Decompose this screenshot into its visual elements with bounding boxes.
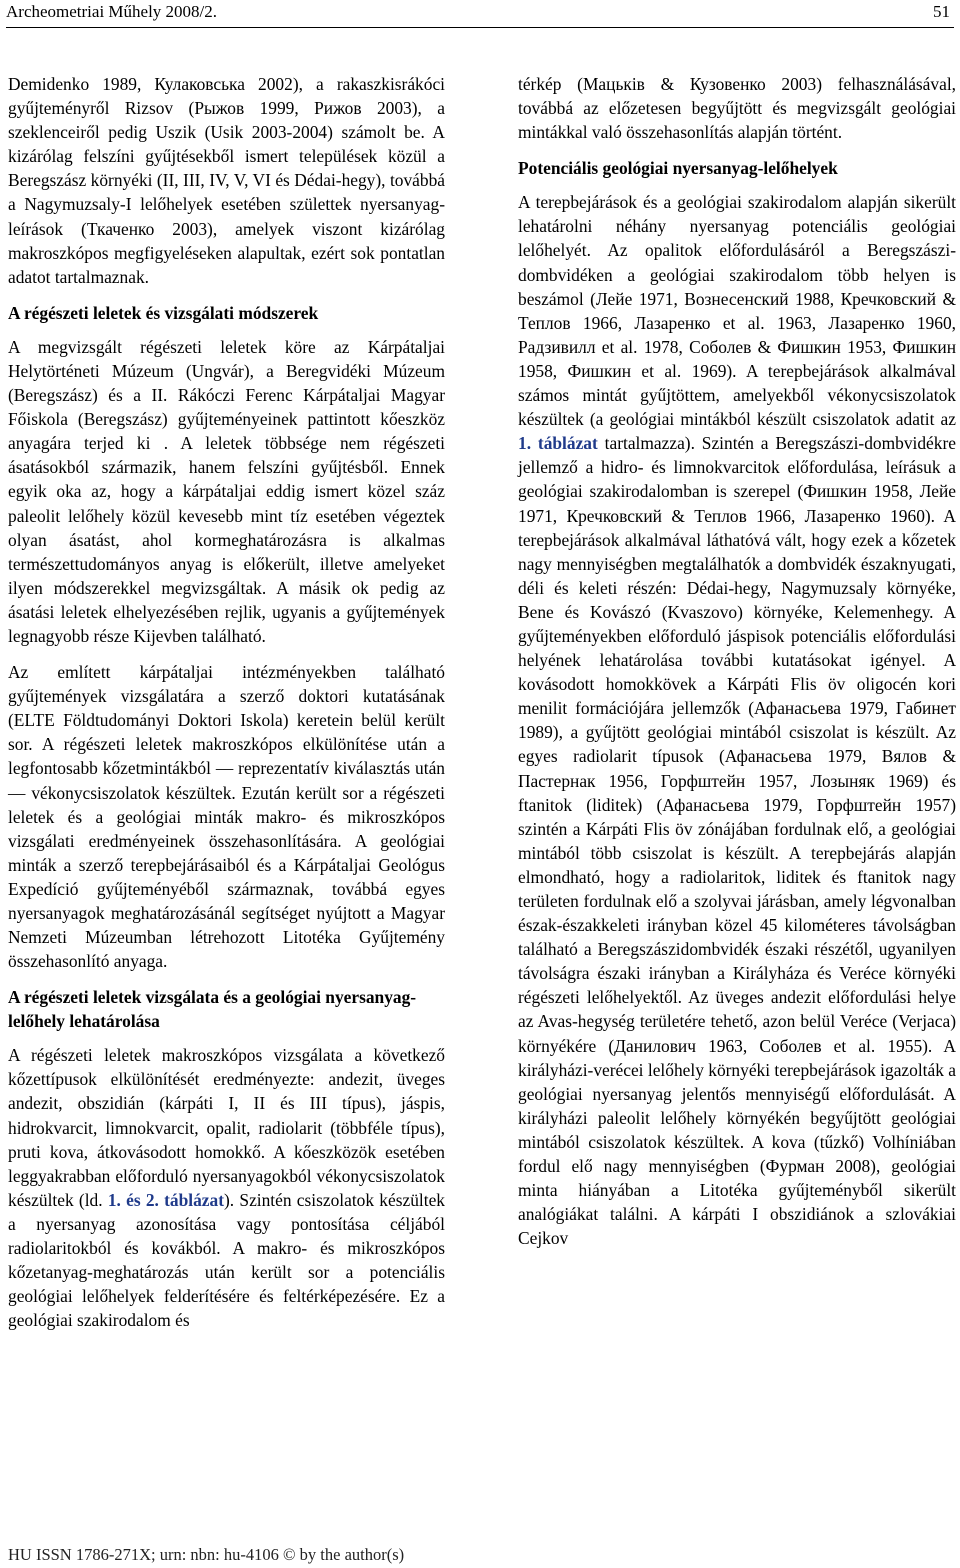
page-footer: HU ISSN 1786-271X; urn: nbn: hu-4106 © by the author(s) [8,1545,405,1564]
paragraph: Demidenko 1989, Кулаковська 2002), a rakaszkisrákóci gyűjteményről Rizsov (Рыжов 1999, Рижов 2003), a szeklenceiről pedig Uszik (Usik 2003-2004) számolt be. A kizárólag felszíni gyűjtésekből ismert települések közül a Beregszász környéki (II, III, IV, V, VI és Dédai-hegy), továbbá a Nagymuzsaly-I lelőhelyek esetében születtek nyersanyag-leírások (Ткаченко 2003), amelyek viszont kizárólag makroszkópos megfigyeléseken alapultak, ezért sok pontatlan adatot tartalmaznak. [8,74,445,287]
paragraph-text: A régészeti leletek makroszkópos vizsgálata a következő kőzettípusok elkülönítését eredményezte: andezit, üveges andezit, obszidián (kárpáti I, II és III típus), jáspis, hidrokvarcit, limnokvarcit, opalit, radiolarit (többféle típus), pruti kova, átkovásodott homokkő. A kőeszközök esetében leggyakrabban előforduló nyersanyagokból vékonycsiszolatok készültek (ld. [8,1045,445,1210]
journal-title: Archeometriai Műhely 2008/2. [6,2,218,21]
right-column [518,72,956,1250]
paragraph-text: tartalmazza). Szintén a Beregszászi-dombvidékre jellemző a hidro- és limnokvarcitok előfordulása, leírásuk a geológiai szakirodalomban is szerepel (Фишкин 1958, Лейе 1971, Кречковский & Теплов 1966, Лазаренко 1960). A terepbejárások alkalmával láthatóvá vált, hogy ezek a kőzetek nagy mennyiségben megtalálhatók a dombvidék északnyugati, déli és keleti részén: Dédai-hegy, Nagymuzsaly környéke, Bene és Kovászó (Kvaszovo) környéke, Kelemenhegy. A gyűjteményekben előforduló jáspisok potenciális előfordulási helyének lehatárolása további kutatásokat igényel. A kovásodott homokkövek a Kárpáti Flis öv oligocén kori menilit formációjára jellemzők (Афанасьева 1979, Габинет 1989), a gyűjtött geológiai mintából csiszolat is készült. Az egyes radiolarit típusok (Афанасьева 1979, Вялов & Пастернак 1956, Горфштейн 1957, Лозыняк 1969) és ftanitok (liditek) (Афанасьева 1979, Горфштейн 1957) szintén a Kárpáti Flis öv zónájában fordulnak elő, a geológiai mintából több csiszolat is készült. A terepbejárás alapján elmondható, hogy a radiolaritok, liditek és ftanitok nagy területen fordulnak elő a szolyvai járásban, amely légvonalban észak-északkeleti irányban közel 45 kilométeres távolságban található a Beregszászidombvidék északi részétől, ugyanilyen távolságra északi irányban a Királyháza és Verécе környéki régészeti lelőhelyektől. Az üveges andezit előfordulási helye az Avas-hegység területére tehető, azon belül Verécе (Verjaca) környékére (Данилович 1963, Соболев et al. 1955). A királyházi-verécei lelőhely környéki terepbejárások igazolták a geológiai nyersanyag jelentős mennyiségű előfordulását. A királyházi paleolit lelőhely környékén begyűjtött geológiai mintából csiszolatok készültek. A kova (tűzkő) Volhíniában fordul elő nagy mennyiségben (Фурман 2008), geológiai minta hiányában a Litotéka gyűjteményből sikerült analógiákat találni. A kárpáti I obszidiánok a szlovákiai Cejkov [518,433,956,1249]
section-heading: Potenciális geológiai nyersanyag-lelőhelyek [518,158,838,179]
left-column [8,72,445,1332]
paragraph-text: A terepbejárások és a geológiai szakirodalom alapján sikerült lehatárolni néhány nyersanyag potenciális geológiai lelőhelyét. Az opalitok előfordulásáról a Beregszászi-dombvidéken a geológiai szakirodalom több helyen is beszámol (Лейе 1971, Вознесенский 1988, Кречковский & Теплов 1966, Лазаренко et al. 1963, Лазаренко 1960, Радзивилл et al. 1978, Соболев & Фишкин 1953, Фишкин 1958, Фишкин et al. 1969). A terepbejárások alkalmával számos mintát gyűjtöttem, amelyekből vékonycsiszolatok készültek (a geológiai mintákból készült csiszolatok adatit az [518,192,956,430]
paragraph: A megvizsgált régészeti leletek köre az Kárpátaljai Helytörténeti Múzeum (Ungvár), a Beregvidéki Múzeum (Beregszász) és a II. Rákóczi Ferenc Kárpátaljai Magyar Főiskola (Beregszász) gyűjteményeinek pattintott kőeszköz anyagára terjed ki . A leletek többsége nem régészeti ásatásokból származik, hanem felszíni gyűjtésből. Ennek egyik oka az, hogy a kárpátaljai eddig ismert közel száz paleolit lelőhely közül kevesebb mint tíz esetében végeztek olyan ásatást, ahol kormeghatározásra is alkalmas természettudományos anyag is előkerült, illetve amelyeket ilyen módszerekkel megvizsgáltak. A másik ok pedig az ásatási leletek elhelyezésében rejlik, ugyanis a gyűjtemények legnagyobb része Kijevben található. [8,336,445,646]
header-divider [6,27,954,28]
paragraph [518,190,956,1250]
page-number: 51 [933,2,950,21]
section-heading: A régészeti leletek vizsgálata és a geológiai nyersanyag-lelőhely lehatárolása [8,987,417,1032]
section-heading: A régészeti leletek és vizsgálati módszerek [8,302,319,323]
paragraph: Az említett kárpátaljai intézményekben található gyűjtemények vizsgálatára a szerző doktori kutatásának (ELTE Földtudományi Doktori Iskola) keretein belül került sor. A régészeti leletek makroszkópos elkülönítése után a legfontosabb kőzetmintákból ― reprezentatív kiválasztás után ― vékonycsiszolatok készültek. Ezután került sor a régészeti leletek és a geológiai minták makro- és mikroszkópos vizsgálati eredményeinek összehasonlítására. A geológiai minták a szerző terepbejárásaiból és a Kárpátaljai Geológus Expedíció gyűjteményéből származnak, továbbá egyes nyersanyagok meghatározásánál segítséget nyújtott a Magyar Nemzeti Múzeumban létrehozott Litotéka Gyűjtemény összehasonlító anyaga. [8,662,445,972]
paragraph: térkép (Мацьків & Кузовенко 2003) felhasználásával, továbbá az előzetesen begyűjtött és megvizsgált geológiai mintákkal való összehasonlítás alapján történt. [518,74,956,143]
paragraph-text: ). Szintén csiszolatok készültek a nyersanyag azonosítása vagy pontosítása céljából radiolaritokból és kovákból. A makro- és mikroszkópos kőzetanyag-meghatározás után került sor a potenciális geológiai lelőhelyek felderítésére és feltérképezésére. Ez a geológiai szakirodalom és [8,1189,445,1331]
table-reference-link[interactable]: 1. táblázat [518,433,598,454]
page-header [6,0,954,26]
table-reference-link[interactable]: 1. és 2. táblázat [107,1189,225,1210]
paragraph [8,1043,445,1332]
